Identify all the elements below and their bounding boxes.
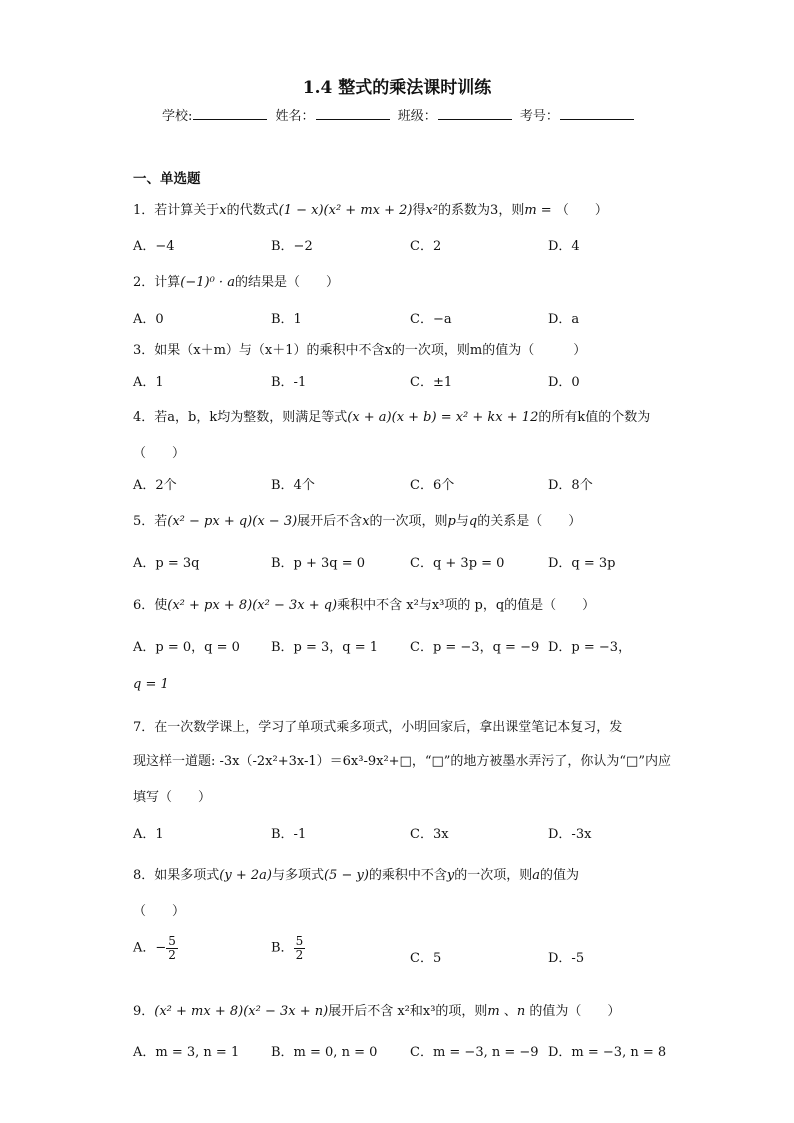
question-6 [133,594,595,613]
question-5 [133,510,581,529]
school-blank [193,107,267,120]
q4-option-d: D．8个 [548,478,593,493]
q1-text: 的代数式 [226,203,279,218]
q1-option-c: C．2 [410,239,442,254]
q5-text: 的一次项，则 [369,514,448,529]
q1-var: x [219,203,227,218]
q5-option-d: D．q = 3p [548,556,616,571]
q5-option-b: B．p + 3q = 0 [271,556,366,571]
q9-option-b: B．m = 0, n = 0 [271,1045,378,1060]
q1-option-a: A．−4 [133,239,175,254]
q4-option-c: C．6个 [410,478,455,493]
q2-option-d: D．a [548,312,580,327]
q3-option-d: D．0 [548,375,580,390]
q3-option-c: C．±1 [410,375,453,390]
fraction-numerator: 5 [168,934,176,948]
q1-text: 1．若计算关于 [133,203,220,218]
q2-option-b: B．1 [271,312,302,327]
q8-option-d: D．-5 [548,951,585,966]
q1-option-d: D．4 [548,239,580,254]
q8-expression: (y + 2a) [219,868,272,883]
q8-option-b-prefix: B． [271,940,294,956]
q1-var: x² [425,203,439,218]
question-7-line-3: 填写（ ） [133,790,212,805]
q6-option-d-continued: q = 1 [133,677,169,692]
q2-text: 的结果是（ ） [234,275,339,290]
q2-expression: (−1)⁰ · a [180,275,235,290]
fraction-numerator: 5 [295,934,304,948]
student-info-line [162,105,638,124]
q9-option-a: A．m = 3, n = 1 [133,1045,240,1060]
section-heading: 一、单选题 [133,171,201,187]
class-label: 班级： [397,109,437,124]
q8-text: 的一次项，则 [454,868,533,883]
q9-var: n [516,1004,526,1019]
q1-text: = （ ） [536,203,608,218]
q4-expression: (x + a)(x + b) = x² + kx + 12 [347,410,539,425]
page-title: 1.4 整式的乘法课时训练 [302,78,492,98]
q5-option-c: C．q + 3p = 0 [410,556,505,571]
q5-var: q [468,514,478,529]
q4-paren: （ ） [133,446,186,461]
q5-option-a: A．p = 3q [133,556,200,571]
q6-text: 乘积中不含 x²与x³项的 p，q的值是（ ） [337,598,596,613]
q6-expression: (x² + px + 8)(x² − 3x + q) [167,598,338,613]
q2-option-a: A．0 [133,312,164,327]
q2-text: 2．计算 [133,275,181,290]
q5-text: 展开后不含 [297,514,363,529]
fraction-denominator: 2 [295,947,304,962]
name-label: 姓名： [275,109,315,124]
q5-var: p [447,514,456,529]
q7-option-b: B．-1 [271,827,307,842]
q8-expression: (5 − y) [323,868,369,883]
q9-text: 展开后不含 x²和x³的项，则 [328,1004,488,1019]
fraction-denominator: 2 [168,947,176,962]
q6-option-c: C．p = −3，q = −9 [410,640,540,655]
q8-text: 8．如果多项式 [133,868,220,883]
question-7-line-2: 现这样一道题: -3x（-2x²+3x-1）＝6x³-9x²+□，“□”的地方被墨水弄污了，你认为“□”内应 [133,754,671,769]
q8-option-a-fraction [166,935,178,961]
exam-number-blank [560,107,634,120]
q9-option-d: D．m = −3, n = 8 [548,1045,667,1060]
q8-var: a [532,868,541,883]
q5-text: 与 [455,514,469,529]
q7-option-c: C．3x [410,827,449,842]
q9-text: 、 [499,1004,517,1019]
q1-text: 的系数为3，则 [438,203,525,218]
question-8 [133,864,579,883]
question-2 [133,271,339,290]
q1-text: 得 [412,203,426,218]
q5-expression: (x² − px + q)(x − 3) [167,514,298,529]
q8-option-c: C．5 [410,951,442,966]
q4-text: 的所有k值的个数为 [538,410,651,425]
q7-option-d: D．-3x [548,827,592,842]
q1-var: m [524,203,537,218]
q9-text: 9． [133,1004,155,1019]
q8-text: 的乘积中不含 [368,868,447,883]
q9-option-c: C．m = −3, n = −9 [410,1045,539,1060]
q8-option-a [133,935,178,961]
q9-text: 的值为（ ） [525,1004,621,1019]
q8-text: 与多项式 [271,868,324,883]
q9-var: m [487,1004,500,1019]
question-9 [133,1000,620,1019]
q6-text: 6．使 [133,598,168,613]
class-blank [438,107,512,120]
q5-var: x [362,514,370,529]
q5-text: 的关系是（ ） [477,514,582,529]
q7-option-a: A．1 [133,827,164,842]
q4-text: 4．若a，b，k均为整数，则满足等式 [133,410,348,425]
q1-option-b: B．−2 [271,239,313,254]
q6-option-b: B．p = 3，q = 1 [271,640,379,655]
q9-expression: (x² + mx + 8)(x² − 3x + n) [154,1004,329,1019]
question-3: 3．如果（x＋m）与（x＋1）的乘积中不含x的一次项，则m的值为（ ） [133,343,587,358]
q1-expression: (1 − x)(x² + mx + 2) [278,203,413,218]
q6-option-a: A．p = 0，q = 0 [133,640,240,655]
question-1 [133,199,608,218]
exam-number-label: 考号： [519,109,559,124]
question-7-line-1: 7．在一次数学课上，学习了单项式乘多项式，小明回家后，拿出课堂笔记本复习，发 [133,720,623,735]
q6-option-d: D．p = −3， [548,640,632,655]
q5-text: 5．若 [133,514,168,529]
q8-option-b [271,935,305,961]
q3-option-b: B．-1 [271,375,307,390]
q8-text: 的值为 [540,868,580,883]
question-4 [133,406,650,425]
q8-option-b-fraction [294,935,306,961]
q2-option-c: C．−a [410,312,452,327]
q8-option-a-prefix: A．− [133,940,167,956]
q8-var: y [446,868,455,883]
q3-option-a: A．1 [133,375,164,390]
q4-option-a: A．2个 [133,478,177,493]
school-label: 学校: [162,109,193,124]
name-blank [316,107,390,120]
q8-paren: （ ） [133,904,186,919]
q4-option-b: B．4个 [271,478,315,493]
